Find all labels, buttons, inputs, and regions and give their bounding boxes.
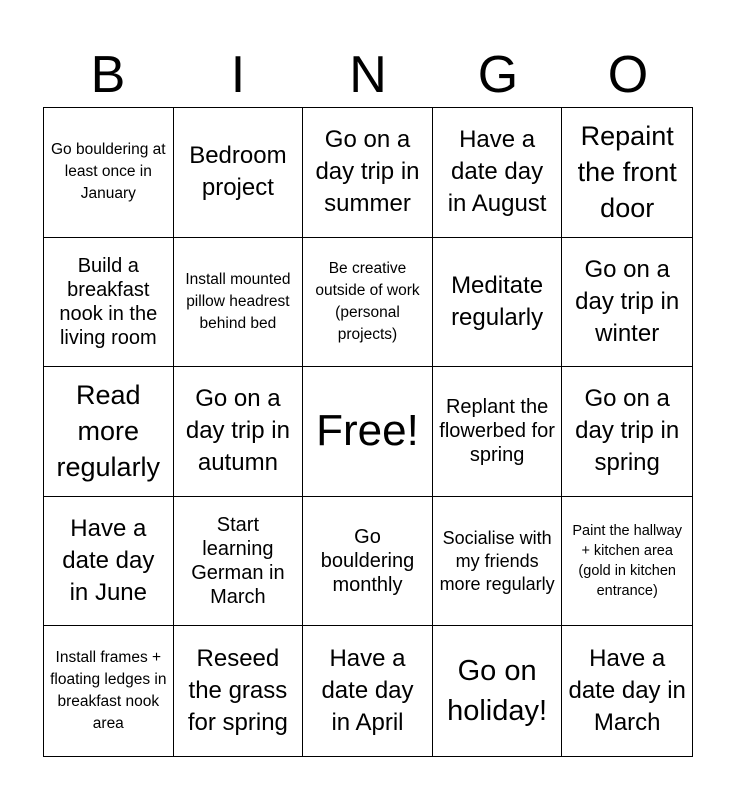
cell-text: Paint the hallway + kitchen area (gold in kitchen entrance) [572, 523, 682, 600]
header-letter-o: O [607, 46, 649, 104]
cell-text: Have a date day in June [62, 515, 155, 607]
cell-text: Replant the flowerbed for spring [439, 396, 555, 467]
bingo-cell[interactable] [174, 238, 304, 368]
bingo-cell[interactable] [303, 238, 433, 368]
bingo-cell[interactable] [44, 626, 174, 756]
bingo-cell[interactable] [174, 367, 304, 497]
bingo-cell[interactable] [562, 626, 692, 756]
cell-text: Be creative outside of work (personal projects) [315, 259, 420, 343]
cell-text: Meditate regularly [451, 271, 544, 331]
cell-text: Go bouldering at least once in January [50, 141, 166, 203]
bingo-cell[interactable] [44, 497, 174, 627]
cell-text: Install mounted pillow headrest behind bed [185, 270, 291, 332]
cell-text: Have a date day in March [568, 645, 686, 737]
bingo-board [43, 107, 693, 757]
bingo-cell[interactable] [562, 497, 692, 627]
cell-text: Go on a day trip in spring [575, 385, 680, 477]
header-letter-n: N [349, 46, 387, 104]
bingo-cell[interactable] [44, 367, 174, 497]
cell-text: Have a date day in August [447, 126, 547, 218]
header-letter-g: G [477, 46, 519, 104]
bingo-cell[interactable] [433, 238, 563, 368]
bingo-cell[interactable] [433, 108, 563, 238]
bingo-cell[interactable] [433, 497, 563, 627]
bingo-cell[interactable] [303, 626, 433, 756]
bingo-cell[interactable] [174, 626, 304, 756]
bingo-cell[interactable] [44, 108, 174, 238]
cell-text: Socialise with my friends more regularly [439, 527, 555, 594]
cell-text: Reseed the grass for spring [187, 645, 288, 737]
bingo-cell[interactable] [562, 108, 692, 238]
cell-text: Build a breakfast nook in the living room [59, 254, 158, 349]
cell-text: Go on holiday! [447, 655, 548, 728]
free-space-text: Free! [316, 406, 419, 456]
cell-text: Start learning German in March [191, 514, 285, 609]
bingo-cell[interactable] [303, 108, 433, 238]
cell-text: Go on a day trip in autumn [185, 385, 290, 477]
cell-text: Read more regularly [56, 380, 161, 483]
header-letter-i: I [230, 46, 246, 104]
bingo-cell[interactable] [174, 108, 304, 238]
free-space-cell[interactable] [303, 367, 433, 497]
bingo-cell[interactable] [562, 238, 692, 368]
bingo-cell[interactable] [44, 238, 174, 368]
cell-text: Repaint the front door [577, 121, 677, 224]
header-letter-b: B [90, 46, 126, 104]
bingo-cell[interactable] [433, 626, 563, 756]
cell-text: Install frames + floating ledges in breakfast nook area [50, 649, 167, 733]
cell-text: Have a date day in April [321, 645, 414, 737]
bingo-cell[interactable] [303, 497, 433, 627]
cell-text: Go on a day trip in summer [315, 126, 420, 218]
cell-text: Go on a day trip in winter [575, 255, 680, 347]
bingo-cell[interactable] [174, 497, 304, 627]
cell-text: Bedroom project [189, 142, 287, 202]
bingo-header [43, 44, 693, 106]
cell-text: Go bouldering monthly [320, 526, 415, 597]
bingo-cell[interactable] [562, 367, 692, 497]
bingo-cell[interactable] [433, 367, 563, 497]
